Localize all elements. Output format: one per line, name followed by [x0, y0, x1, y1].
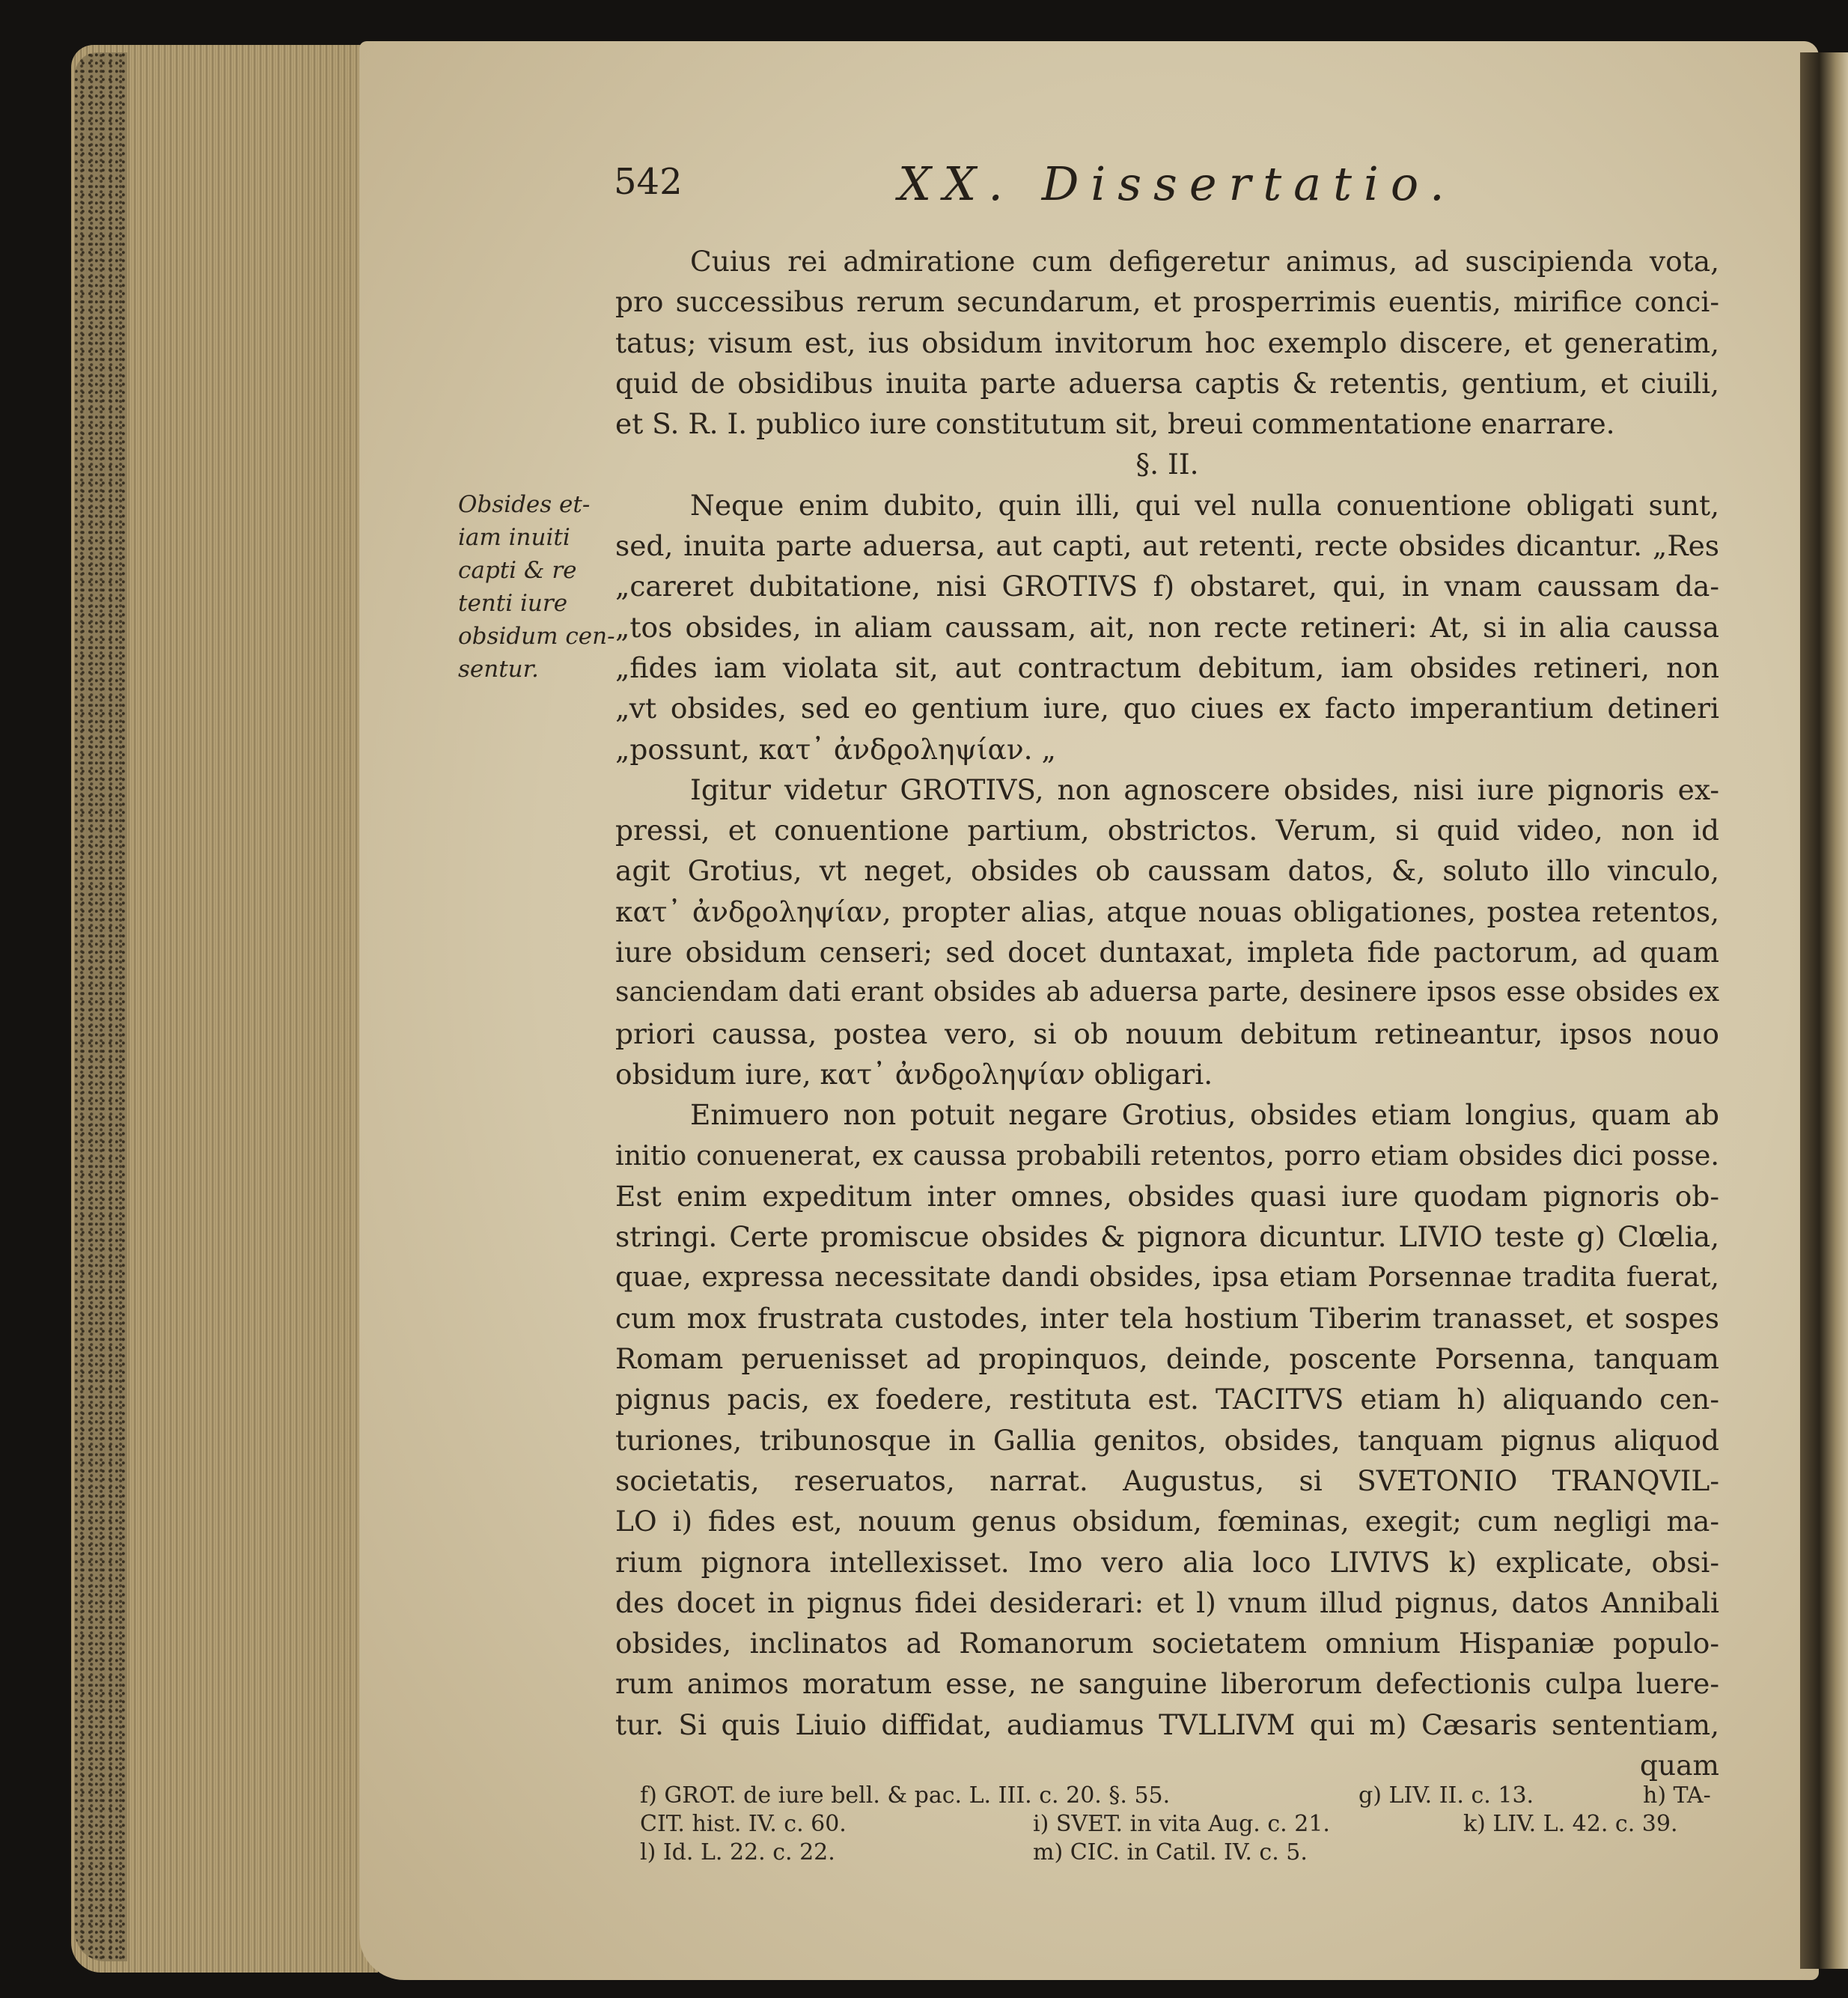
text-line: agit Grotius, vt neget, obsides ob caussam datos, &, soluto illo vinculo,	[615, 854, 1719, 888]
text-line: Enimuero non potuit negare Grotius, obsides etiam longius, quam ab	[690, 1098, 1719, 1132]
text-line: Neque enim dubito, quin illi, qui vel nulla conuentione obligati sunt,	[690, 488, 1719, 522]
text-line: quae, expressa necessitate dandi obsides, ipsa etiam Porsennae tradita fuerat,	[615, 1261, 1719, 1294]
speckled-edge	[75, 52, 127, 1961]
footnote-row	[640, 1810, 1722, 1839]
text-line: obsidum iure, κατ᾽ ἀνδϱοληψίαν obligari.	[615, 1057, 1213, 1091]
text-line: „tos obsides, in aliam caussam, ait, non recte retineri: At, si in alia caussa	[615, 610, 1719, 644]
margin-line: capti & re	[458, 557, 577, 584]
text-line: societatis, reseruatos, narrat. Augustus, si SVETONIO TRANQVIL-	[615, 1464, 1719, 1497]
text-line: pressi, et conuentione partium, obstrictos. Verum, si quid video, non id	[615, 814, 1719, 847]
footnote: f) GROT. de iure bell. & pac. L. III. c. 20. §. 55.	[640, 1782, 1171, 1809]
footnote: g) LIV. II. c. 13.	[1358, 1782, 1534, 1809]
text-line: pignus pacis, ex foedere, restituta est. TACITVS etiam h) aliquando cen-	[615, 1383, 1719, 1416]
margin-line: obsidum cen-	[458, 623, 615, 650]
page-number: 542	[614, 161, 683, 203]
margin-line: tenti iure	[458, 590, 568, 617]
text-line: κατ᾽ ἀνδϱοληψίαν, propter alias, atque nouas obligationes, postea retentos,	[615, 895, 1719, 928]
text-line: et S. R. I. publico iure constitutum sit, breui commentatione enarrare.	[615, 407, 1615, 441]
footnote: m) CIC. in Catil. IV. c. 5.	[1033, 1839, 1308, 1865]
footnote-row	[640, 1839, 1722, 1867]
text-line: tur. Si quis Liuio diffidat, audiamus TVLLIVM qui m) Cæsaris sententiam,	[615, 1708, 1719, 1741]
margin-line: Obsides et-	[458, 491, 591, 518]
text-line: quid de obsidibus inuita parte aduersa captis & retentis, gentium, et ciuili,	[615, 366, 1719, 400]
text-line: „fides iam violata sit, aut contractum debitum, iam obsides retineri, non	[615, 651, 1719, 684]
text-line: initio conuenerat, ex caussa probabili retentos, porro etiam obsides dici posse.	[615, 1139, 1719, 1172]
margin-line: sentur.	[458, 656, 539, 683]
text-line: stringi. Certe promiscue obsides & pignora dicuntur. LIVIO teste g) Clœlia,	[615, 1220, 1719, 1254]
text-line: Igitur videtur GROTIVS, non agnoscere obsides, nisi iure pignoris ex-	[690, 773, 1719, 806]
text-line: LO i) fides est, nouum genus obsidum, fœminas, exegit; cum negligi ma-	[615, 1505, 1719, 1538]
book-gutter	[1800, 52, 1848, 1969]
text-line: des docet in pignus fidei desiderari: et l) vnum illud pignus, datos Annibali	[615, 1586, 1719, 1619]
running-title: XX. Dissertatio.	[898, 156, 1457, 211]
text-line: sanciendam dati erant obsides ab aduersa parte, desinere ipsos esse obsides ex	[615, 977, 1719, 1008]
footnote: CIT. hist. IV. c. 60.	[640, 1811, 847, 1837]
footnote-row	[640, 1782, 1722, 1810]
text-line: tatus; visum est, ius obsidum invitorum hoc exemplo discere, et generatim,	[615, 326, 1719, 359]
text-line: sed, inuita parte aduersa, aut capti, aut retenti, recte obsides dicantur. „Res	[615, 529, 1719, 563]
footnote: i) SVET. in vita Aug. c. 21.	[1033, 1811, 1330, 1837]
text-line: iure obsidum censeri; sed docet duntaxat, impleta fide pactorum, ad quam	[615, 936, 1719, 969]
footnotes	[640, 1782, 1722, 1867]
text-line: „careret dubitatione, nisi GROTIVS f) obstaret, qui, in vnam caussam da-	[615, 570, 1719, 603]
footnote: h) TA-	[1643, 1782, 1711, 1809]
section-heading: §. II.	[1135, 448, 1199, 481]
text-line: pro successibus rerum secundarum, et prosperrimis euentis, mirifice conci-	[615, 285, 1719, 319]
text-line: „vt obsides, sed eo gentium iure, quo ciues ex facto imperantium detineri	[615, 692, 1719, 725]
text-line: priori caussa, postea vero, si ob nouum debitum retineantur, ipsos nouo	[615, 1017, 1719, 1050]
text-line: turiones, tribunosque in Gallia genitos, obsides, tanquam pignus aliquod	[615, 1423, 1719, 1457]
body-text	[615, 241, 1719, 1785]
text-line: rum animos moratum esse, ne sanguine liberorum defectionis culpa luere-	[615, 1667, 1719, 1701]
text-line: „possunt, κατ᾽ ἀνδϱοληψίαν. „	[615, 732, 1056, 766]
margin-line: iam inuiti	[458, 524, 570, 551]
footnote: l) Id. L. 22. c. 22.	[640, 1839, 835, 1865]
catchword: quam	[1639, 1748, 1719, 1782]
text-line: Est enim expeditum inter omnes, obsides quasi iure quodam pignoris ob-	[615, 1179, 1719, 1213]
text-line: Cuius rei admiratione cum defigeretur animus, ad suscipienda vota,	[690, 245, 1719, 278]
text-line: Romam peruenisset ad propinquos, deinde, poscente Porsenna, tanquam	[615, 1342, 1719, 1376]
margin-note	[458, 488, 619, 686]
text-line: rium pignora intellexisset. Imo vero alia loco LIVIVS k) explicate, obsi-	[615, 1545, 1719, 1579]
running-head	[0, 156, 1848, 221]
text-line: cum mox frustrata custodes, inter tela hostium Tiberim tranasset, et sospes	[615, 1301, 1719, 1335]
text-line: obsides, inclinatos ad Romanorum societatem omnium Hispaniæ populo-	[615, 1627, 1719, 1660]
footnote: k) LIV. L. 42. c. 39.	[1463, 1811, 1678, 1837]
